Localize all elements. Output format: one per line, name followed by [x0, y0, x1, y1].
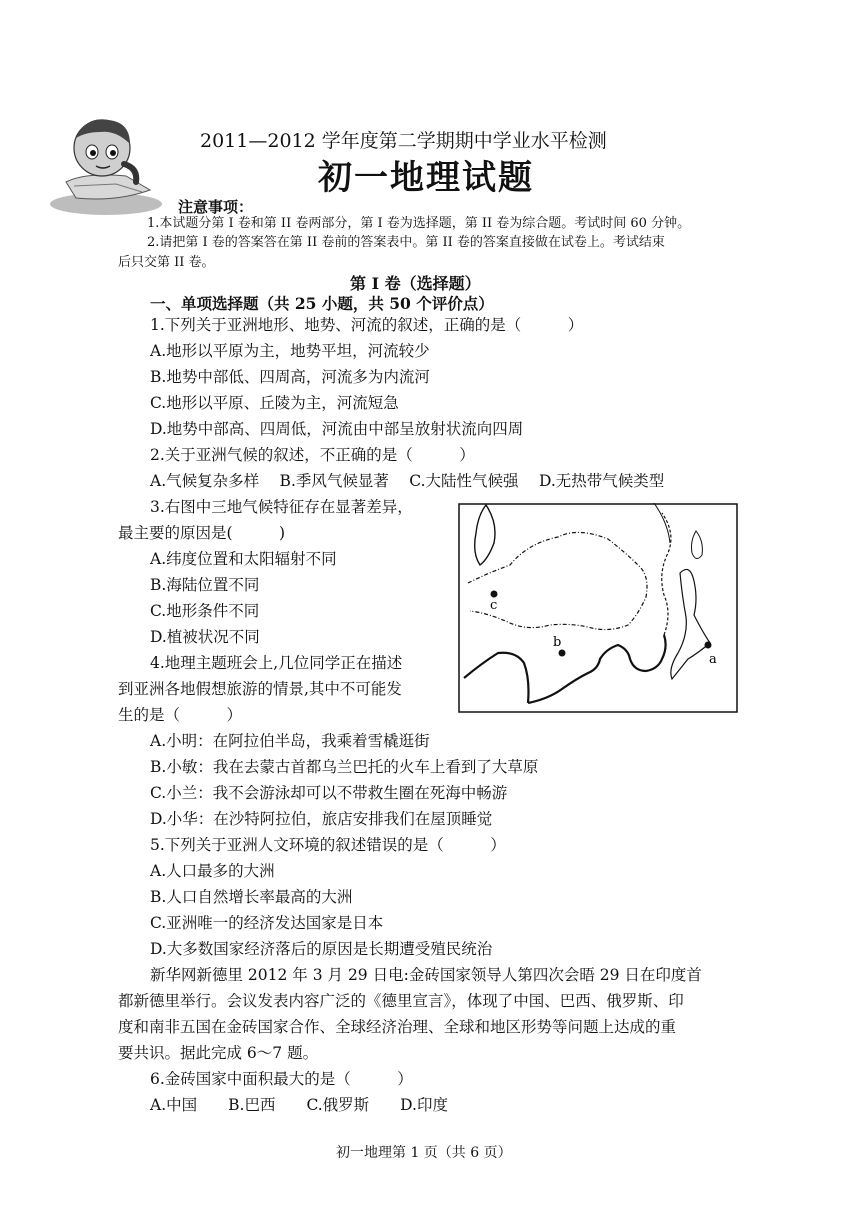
question-1-stem: 1.下列关于亚洲地形、地势、河流的叙述，正确的是（ ）	[150, 316, 584, 334]
page-footer: 初一地理第 1 页（共 6 页）	[336, 1145, 512, 1161]
passage-line-4: 要共识。据此完成 6～7 题。	[118, 1044, 319, 1062]
question-5-option-b: B.人口自然增长率最高的大洲	[150, 888, 353, 906]
question-4-option-d: D.小华：在沙特阿拉伯，旅店安排我们在屋顶睡觉	[150, 810, 493, 828]
passage-line-2: 都新德里举行。会议发表内容广泛的《德里宣言》，体现了中国、巴西、俄罗斯、印	[118, 992, 684, 1010]
question-3-stem-cont: 最主要的原因是( )	[118, 524, 286, 542]
notice-item-2: 2.请把第 I 卷的答案答在第 II 卷前的答案表中。第 II 卷的答案直接做在试卷上。考试结束	[147, 235, 665, 250]
question-1-option-b: B.地势中部低、四周高，河流多为内流河	[150, 368, 430, 386]
passage-line-1: 新华网新德里 2012 年 3 月 29 日电:金砖国家领导人第四次会晤 29 日在印度首	[150, 966, 702, 984]
question-1-option-a: A.地形以平原为主，地势平坦，河流较少	[150, 342, 430, 360]
question-2-stem: 2.关于亚洲气候的叙述，不正确的是（ ）	[150, 446, 475, 464]
question-6-options: A.中国 B.巴西 C.俄罗斯 D.印度	[150, 1096, 448, 1114]
question-5-option-c: C.亚洲唯一的经济发达国家是日本	[150, 914, 384, 932]
question-6-stem: 6.金砖国家中面积最大的是（ ）	[150, 1070, 413, 1088]
asia-climate-map	[458, 503, 738, 713]
map-label-b: b	[553, 635, 562, 650]
question-3-option-c: C.地形条件不同	[150, 602, 260, 620]
question-3-option-d: D.植被状况不同	[150, 628, 260, 646]
section-title: 第 I 卷（选择题）	[350, 274, 481, 293]
question-1-option-d: D.地势中部高、四周低，河流由中部呈放射状流向四周	[150, 420, 524, 438]
map-point-c	[491, 591, 498, 598]
question-5-stem: 5.下列关于亚洲人文环境的叙述错误的是（ ）	[150, 836, 506, 854]
question-2-options: A.气候复杂多样 B.季风气候显著 C.大陆性气候强 D.无热带气候类型	[150, 472, 665, 490]
question-1-option-c: C.地形以平原、丘陵为主，河流短急	[150, 394, 399, 412]
question-4-option-c: C.小兰：我不会游泳却可以不带救生圈在死海中畅游	[150, 784, 508, 802]
question-3-stem: 3.右图中三地气候特征存在显著差异，	[150, 498, 413, 516]
question-3-option-b: B.海陆位置不同	[150, 576, 260, 594]
notice-item-1: 1.本试题分第 I 卷和第 II 卷两部分，第 I 卷为选择题，第 II 卷为综合题。考试时间 60 分钟。	[147, 216, 691, 231]
question-4-option-a: A.小明：在阿拉伯半岛，我乘着雪橇逛街	[150, 732, 430, 750]
question-5-option-a: A.人口最多的大洲	[150, 862, 275, 880]
notice-heading: 注意事项：	[178, 198, 254, 216]
question-4-stem-cont-1: 到亚洲各地假想旅游的情景,其中不可能发	[118, 680, 402, 698]
exam-title: 初一地理试题	[318, 158, 534, 198]
exam-subtitle: 2011—2012 学年度第二学期期中学业水平检测	[200, 130, 607, 152]
map-label-c: c	[490, 598, 498, 613]
map-label-a: a	[709, 652, 717, 667]
map-point-b	[559, 650, 566, 657]
part-title: 一、单项选择题（共 25 小题，共 50 个评价点）	[150, 294, 494, 313]
question-4-stem-cont-2: 生的是（ ）	[118, 706, 243, 724]
passage-line-3: 度和南非五国在金砖国家合作、全球经济治理、全球和地区形势等问题上达成的重	[118, 1018, 677, 1036]
notice-item-2-cont: 后只交第 II 卷。	[118, 255, 215, 270]
question-5-option-d: D.大多数国家经济落后的原因是长期遭受殖民统治	[150, 940, 493, 958]
question-4-stem: 4.地理主题班会上,几位同学正在描述	[150, 654, 403, 672]
question-3-option-a: A.纬度位置和太阳辐射不同	[150, 550, 337, 568]
cartoon-student-illustration	[46, 112, 164, 216]
map-point-a	[705, 642, 712, 649]
question-4-option-b: B.小敏：我在去蒙古首都乌兰巴托的火车上看到了大草原	[150, 758, 539, 776]
